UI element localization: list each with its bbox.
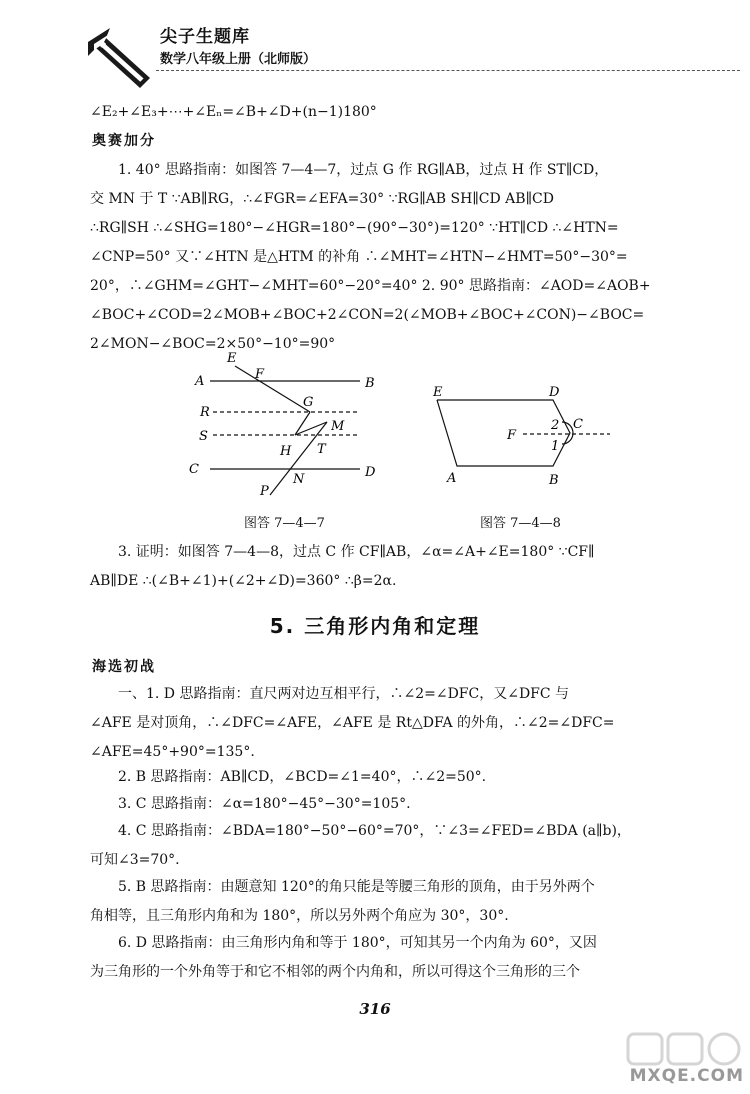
fig1-label-d: D: [365, 465, 376, 480]
fig1-label-r: R: [200, 405, 210, 420]
text-line: 6. D 思路指南：由三角形内角和等于 180°，可知其另一个内角为 60°，又因: [118, 935, 597, 951]
text-line: 1. 40° 思路指南：如图答 7—4—7，过点 G 作 RG∥AB，过点 H 作 ST∥CD，: [118, 162, 609, 178]
figure-7-4-7: [185, 350, 385, 500]
proof-text: [90, 538, 700, 596]
fig1-label-f: F: [255, 367, 265, 382]
fig1-label-g: G: [303, 395, 314, 410]
text-line: 2. B 思路指南：AB∥CD，∠BCD=∠1=40°，∴∠2=50°.: [118, 769, 487, 785]
angle-arc: [562, 422, 573, 444]
fig1-label-m: M: [331, 419, 345, 434]
figure-caption: 图答 7—4—8: [480, 516, 561, 531]
text-line: ∴RG∥SH ∴∠SHG=180°−∠HGR=180°−(90°−30°)=120° ∵HT∥CD ∴∠HTN=: [90, 220, 619, 236]
fig1-label-e: E: [227, 351, 237, 366]
fig2-label-f: F: [507, 428, 517, 443]
text-line: ∠E₂+∠E₃+⋯+∠Eₙ=∠B+∠D+(n−1)180°: [90, 104, 377, 120]
text-line: 3. 证明：如图答 7—4—8，过点 C 作 CF∥AB，∠α=∠A+∠E=180° ∵CF∥: [118, 544, 595, 560]
book-subtitle: 数学八年级上册（北师版）: [160, 52, 317, 67]
fig1-label-c: C: [189, 462, 199, 477]
chapter-title: 5. 三角形内角和定理: [269, 614, 481, 638]
book-title: 尖子生题库: [160, 27, 250, 47]
text-line: 交 MN 于 T ∵AB∥RG，∴∠FGR=∠EFA=30° ∵RG∥AB SH∥CD AB∥CD: [90, 191, 554, 207]
text-line: 可知∠3=70°.: [90, 852, 180, 868]
answer-5: [90, 873, 700, 931]
fig1-label-t: T: [317, 442, 326, 457]
figure-shape: [437, 400, 570, 466]
fig2-label-d: D: [549, 385, 560, 400]
fig2-label-2: 2: [551, 418, 560, 433]
fig2-label-1: 1: [551, 439, 560, 454]
figure-caption: 图答 7—4—7: [244, 516, 325, 531]
answer-2: [90, 763, 700, 792]
page-number: 316: [359, 1000, 391, 1018]
text-line: ∠CNP=50° 又∵∠HTN 是△HTM 的补角 ∴∠MHT=∠HTN−∠HMT=50°−30°=: [90, 249, 628, 265]
fig1-label-h: H: [280, 444, 292, 459]
text-line: ∠AFE 是对顶角，∴∠DFC=∠AFE，∠AFE 是 Rt△DFA 的外角，∴∠2=∠DFC=: [90, 715, 615, 731]
text-line: 角相等，且三角形内角和为 180°，所以另外两个角应为 30°，30°.: [90, 908, 509, 924]
section-heading-preliminary: 海选初战: [92, 659, 156, 675]
arrow-logo-icon: [84, 22, 154, 92]
watermark-text: MXQE.COM: [629, 1066, 744, 1086]
header-divider: [156, 70, 740, 71]
answer-6: [90, 929, 700, 987]
text-line: 5. B 思路指南：由题意知 120°的角只能是等腰三角形的顶角，由于另外两个: [118, 879, 595, 895]
answer-1: [90, 680, 700, 767]
text-line: 4. C 思路指南：∠BDA=180°−50°−60°=70°，∵∠3=∠FED=∠BDA (a∥b)，: [118, 823, 631, 839]
text-line: AB∥DE ∴(∠B+∠1)+(∠2+∠D)=360° ∴β=2α.: [90, 573, 397, 589]
section1-body: [90, 156, 700, 359]
fig1-label-n: N: [293, 472, 305, 487]
fig2-label-c: C: [573, 417, 583, 432]
answer-4: [90, 817, 700, 875]
fig2-label-b: B: [549, 473, 559, 488]
fig1-label-b: B: [365, 376, 375, 391]
text-line: 2∠MON−∠BOC=2×50°−10°=90°: [90, 336, 336, 352]
text-line: 20°，∴∠GHM=∠GHT−∠MHT=60°−20°=40° 2. 90° 思路指南：∠AOD=∠AOB+: [90, 278, 651, 294]
fig1-label-s: S: [199, 429, 208, 444]
text-line: ∠BOC+∠COD=2∠MOB+∠BOC+2∠CON=2(∠MOB+∠BOC+∠CON)−∠BOC=: [90, 307, 645, 323]
fig1-label-a: A: [195, 374, 205, 389]
answer-3: [90, 790, 700, 819]
figure-7-4-8: [425, 378, 625, 488]
section-heading-bonus: 奥赛加分: [92, 133, 156, 149]
line-ef: [235, 366, 310, 412]
text-line: 为三角形的一个外角等于和它不相邻的两个内角和，所以可得这个三角形的三个: [90, 964, 580, 980]
text-line: ∠AFE=45°+90°=135°.: [90, 744, 255, 760]
fig1-label-p: P: [260, 484, 269, 499]
fig2-label-a: A: [447, 471, 457, 486]
text-line: 3. C 思路指南：∠α=180°−45°−30°=105°.: [118, 796, 411, 812]
text-line: 一、1. D 思路指南：直尺两对边互相平行，∴∠2=∠DFC，又∠DFC 与: [118, 686, 570, 702]
continued-formula: [90, 98, 700, 127]
fig2-label-e: E: [433, 385, 443, 400]
